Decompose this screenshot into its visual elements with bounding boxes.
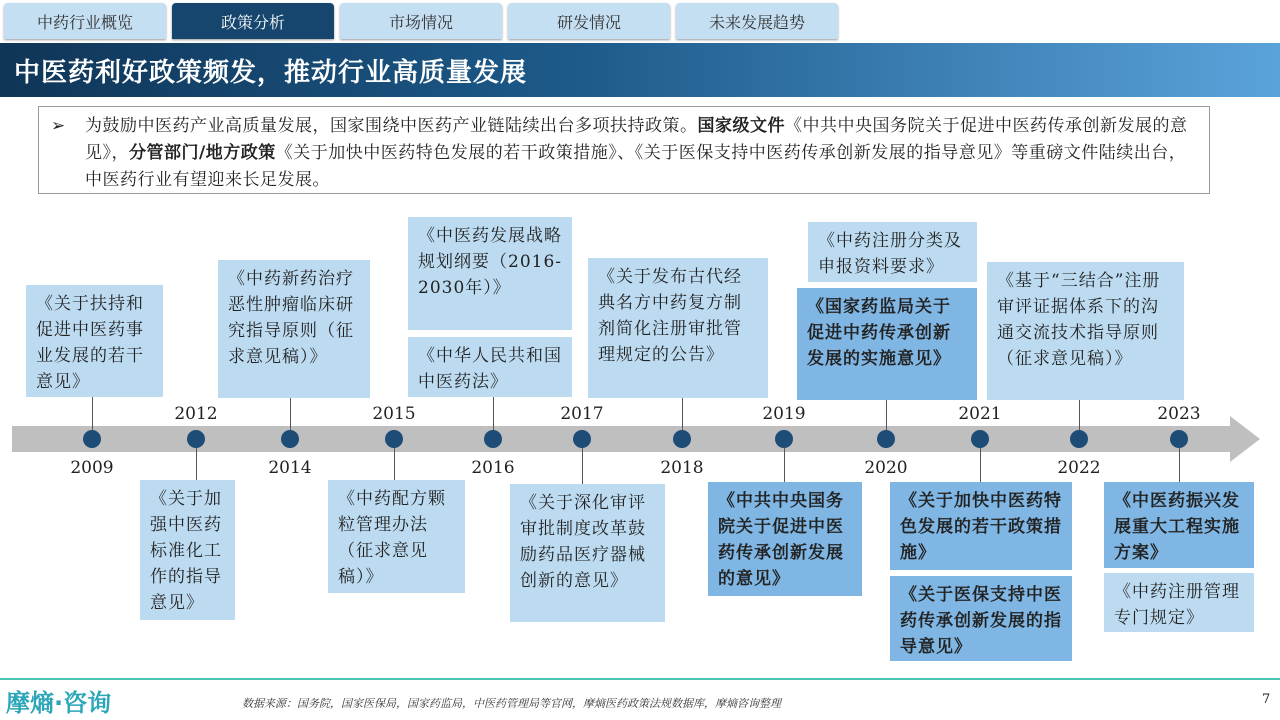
- year-label: 2020: [864, 458, 908, 478]
- connector-line: [980, 448, 981, 482]
- connector-line: [394, 448, 395, 480]
- year-label: 2016: [471, 458, 515, 478]
- brand-logo: 摩熵·咨询: [6, 689, 112, 717]
- policy-box: 《国家药监局关于促进中药传承创新发展的实施意见》: [797, 288, 977, 400]
- timeline-node: [775, 430, 793, 448]
- connector-line: [92, 397, 93, 430]
- connector-line: [784, 448, 785, 482]
- summary-text: 《关于加快中医药特色发展的若干政策措施》、《关于医保支持中医药传承创新发展的指导意见》等重磅文件陆续出台，中医药行业有望迎来长足发展。: [85, 143, 1187, 190]
- year-label: 2022: [1057, 458, 1101, 478]
- policy-box: 《关于医保支持中医药传承创新发展的指导意见》: [890, 576, 1072, 661]
- policy-box: 《关于深化审评审批制度改革鼓励药品医疗器械创新的意见》: [510, 484, 665, 622]
- connector-line: [1079, 400, 1080, 430]
- timeline-node: [385, 430, 403, 448]
- year-label: 2023: [1157, 404, 1201, 424]
- connector-line: [290, 398, 291, 430]
- year-label: 2014: [268, 458, 312, 478]
- tab-future-trends[interactable]: 未来发展趋势: [676, 3, 838, 39]
- data-source: 数据来源：国务院，国家医保局，国家药监局，中医药管理局等官网，摩熵医药政策法规数据库，摩熵咨询整理: [242, 697, 781, 710]
- policy-box: 《中医药振兴发展重大工程实施方案》: [1104, 482, 1254, 568]
- policy-box: 《中药新药治疗恶性肿瘤临床研究指导原则（征求意见稿）》: [218, 260, 370, 398]
- policy-box: 《中共中央国务院关于促进中医药传承创新发展的意见》: [708, 482, 862, 596]
- summary-bold: 国家级文件: [697, 116, 785, 136]
- year-label: 2012: [174, 404, 218, 424]
- timeline-node: [573, 430, 591, 448]
- year-label: 2021: [958, 404, 1002, 424]
- page-title: 中医药利好政策频发，推动行业高质量发展: [14, 58, 528, 88]
- connector-line: [196, 448, 197, 480]
- connector-line: [1179, 448, 1180, 482]
- policy-box: 《关于扶持和促进中医药事业发展的若干意见》: [26, 285, 163, 397]
- connector-line: [493, 397, 494, 430]
- tab-rnd[interactable]: 研发情况: [508, 3, 670, 39]
- timeline-node: [484, 430, 502, 448]
- connector-line: [582, 448, 583, 484]
- timeline-node: [877, 430, 895, 448]
- policy-box: 《中药注册管理专门规定》: [1104, 573, 1254, 632]
- summary-text: 为鼓励中医药产业高质量发展，国家围绕中医药产业链陆续出台多项扶持政策。: [85, 116, 698, 136]
- summary-text: 《中共中央国务院关于促进中医药传承创新发展的意见》，: [85, 116, 1188, 163]
- timeline-node: [673, 430, 691, 448]
- year-label: 2019: [762, 404, 806, 424]
- year-label: 2015: [372, 404, 416, 424]
- policy-box: 《关于加快中医药特色发展的若干政策措施》: [890, 482, 1072, 570]
- timeline-node: [83, 430, 101, 448]
- policy-box: 《中药配方颗粒管理办法（征求意见稿）》: [328, 480, 465, 593]
- timeline-node: [1170, 430, 1188, 448]
- timeline-node: [1070, 430, 1088, 448]
- timeline-node: [187, 430, 205, 448]
- policy-box: 《基于“三结合”注册审评证据体系下的沟通交流技术指导原则（征求意见稿）》: [987, 262, 1184, 400]
- year-label: 2009: [70, 458, 114, 478]
- title-banner: [0, 43, 1280, 97]
- tab-policy-analysis[interactable]: 政策分析: [172, 3, 334, 39]
- bullet-icon: ➢: [51, 116, 66, 136]
- timeline-arrow-icon: [1230, 416, 1260, 462]
- year-label: 2018: [660, 458, 704, 478]
- policy-box: 《中药注册分类及申报资料要求》: [808, 222, 977, 282]
- connector-line: [886, 400, 887, 430]
- year-label: 2017: [560, 404, 604, 424]
- tab-market[interactable]: 市场情况: [340, 3, 502, 39]
- policy-box: 《关于发布古代经典名方中药复方制剂简化注册审批管理规定的公告》: [588, 258, 768, 398]
- timeline-node: [971, 430, 989, 448]
- connector-line: [682, 398, 683, 430]
- page-number: 7: [1262, 692, 1271, 707]
- policy-box: 《中华人民共和国中医药法》: [408, 337, 572, 397]
- timeline-node: [281, 430, 299, 448]
- summary-box: [38, 106, 1210, 194]
- policy-box: 《中医药发展战略规划纲要（2016-2030年）》: [408, 217, 572, 330]
- policy-box: 《关于加强中医药标准化工作的指导意见》: [140, 480, 235, 620]
- summary-bold: 分管部门/地方政策: [129, 143, 276, 163]
- footer-divider: [0, 678, 1280, 680]
- tab-industry-overview[interactable]: 中药行业概览: [4, 3, 166, 39]
